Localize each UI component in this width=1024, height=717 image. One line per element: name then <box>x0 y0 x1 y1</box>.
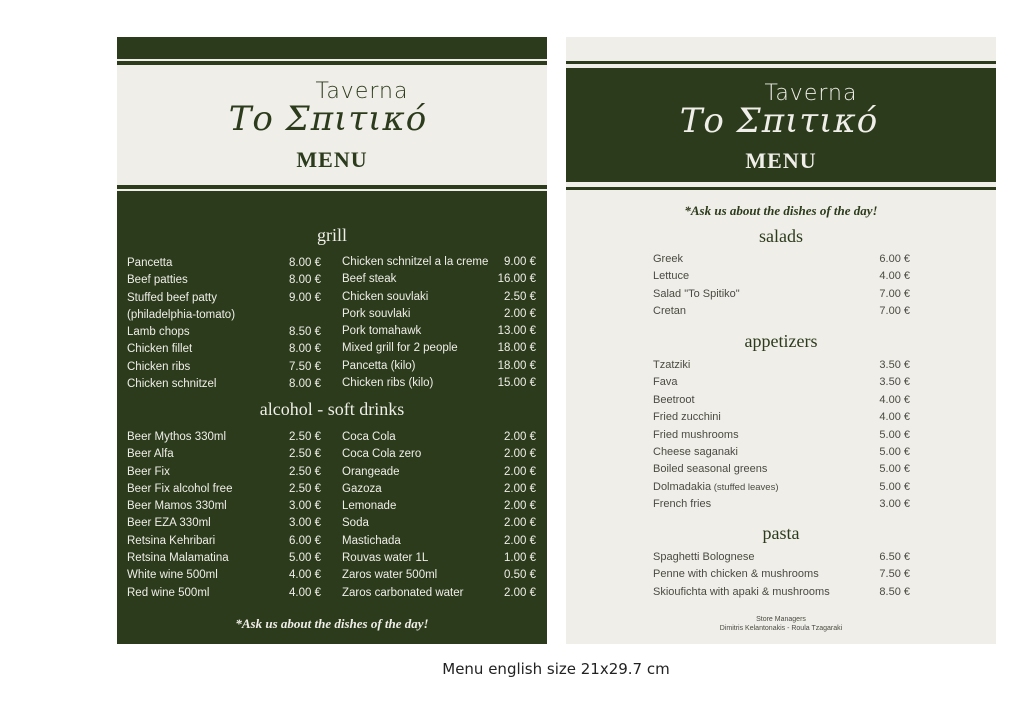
grill-column-2 <box>342 254 536 392</box>
menu-item-name: Retsina Malamatina <box>127 552 229 565</box>
menu-item-name: Fava <box>653 376 678 389</box>
menu-item-price: 2.00 € <box>504 534 536 547</box>
menu-item-name: Chicken ribs (kilo) <box>342 377 434 390</box>
menu-item-name: Cheese saganaki <box>653 445 739 458</box>
menu-item-price: 0.50 € <box>504 569 536 582</box>
menu-item <box>127 307 321 324</box>
dishes-of-day-note: *Ask us about the dishes of the day! <box>235 616 429 631</box>
restaurant-name: Το Σπιτικό <box>679 101 879 141</box>
menu-item <box>342 254 536 271</box>
menu-item-name: Coca Cola <box>342 431 396 443</box>
menu-item <box>127 272 321 289</box>
menu-item-price: 3.50 € <box>879 359 910 371</box>
menu-item-name: Beer Fix alcohol free <box>127 482 233 495</box>
section-title-drinks: alcohol - soft drinks <box>259 399 405 419</box>
menu-item <box>653 303 910 320</box>
menu-item <box>342 306 536 323</box>
menu-item-name: Coca Cola zero <box>342 448 422 461</box>
menu-item-price: 2.00 € <box>504 431 536 443</box>
section-title-grill: grill <box>317 225 347 245</box>
menu-item-price: 2.00 € <box>504 482 536 495</box>
store-managers-title: Store Managers <box>756 616 806 623</box>
appetizers-list <box>653 357 910 514</box>
section-title-salads: salads <box>759 226 803 246</box>
menu-item <box>653 584 910 601</box>
menu-item <box>342 375 536 392</box>
menu-item <box>342 464 536 481</box>
menu-item-price: 8.50 € <box>289 326 321 339</box>
menu-item <box>127 446 321 463</box>
menu-item-name: Fried mushrooms <box>653 428 739 441</box>
menu-item-price: 2.00 € <box>504 307 536 320</box>
menu-page-left <box>117 37 547 644</box>
menu-item-price: 6.00 € <box>289 534 321 547</box>
menu-item <box>342 498 536 515</box>
menu-item <box>342 271 536 288</box>
menu-item-price: 3.00 € <box>289 500 321 513</box>
menu-item-name: Beer Fix <box>127 465 170 478</box>
menu-item-name: Salad "To Spitiko" <box>653 287 740 300</box>
menu-item <box>342 323 536 340</box>
section-title-appetizers: appetizers <box>744 331 818 351</box>
menu-item <box>342 533 536 550</box>
menu-item-price: 5.00 € <box>879 445 910 458</box>
menu-item-price: 5.00 € <box>879 463 910 476</box>
menu-item <box>127 376 321 393</box>
pasta-list <box>653 549 910 601</box>
menu-item <box>127 567 321 584</box>
restaurant-name: Το Σπιτικό <box>228 99 428 139</box>
dishes-of-day-note: *Ask us about the dishes of the day! <box>684 203 878 218</box>
menu-item <box>342 515 536 532</box>
menu-item-price: 2.50 € <box>289 465 321 478</box>
menu-item-price: 2.50 € <box>289 431 321 443</box>
menu-item-name: Stuffed beef patty <box>127 291 217 304</box>
menu-item <box>342 567 536 584</box>
menu-item-name: Boiled seasonal greens <box>653 463 768 476</box>
menu-item-name: Gazoza <box>342 482 382 495</box>
menu-title: MENU <box>745 148 817 173</box>
menu-item <box>127 481 321 498</box>
menu-item-price: 9.00 € <box>289 291 321 304</box>
menu-item-price: 8.50 € <box>879 585 910 598</box>
menu-item-price: 7.50 € <box>879 568 910 581</box>
store-managers <box>566 615 996 633</box>
menu-item-price: 15.00 € <box>497 377 536 390</box>
menu-item-price: 9.00 € <box>504 256 536 268</box>
menu-item <box>342 289 536 306</box>
menu-item <box>653 566 910 583</box>
menu-item-price: 4.00 € <box>879 411 910 424</box>
menu-item-name: Dolmadakia (stuffed leaves) <box>653 480 779 493</box>
menu-item-price: 3.00 € <box>879 498 910 511</box>
menu-item-name: Mixed grill for 2 people <box>342 342 458 355</box>
menu-item-name: Greek <box>653 253 683 265</box>
menu-item-price: 1.00 € <box>504 552 536 565</box>
menu-item-price: 16.00 € <box>497 273 536 286</box>
menu-item-name: Orangeade <box>342 465 400 478</box>
menu-item-price: 2.00 € <box>504 465 536 478</box>
menu-item <box>127 255 321 272</box>
menu-item-name: Beer Mamos 330ml <box>127 500 227 513</box>
menu-item-name: Mastichada <box>342 534 401 547</box>
menu-item-name: Chicken schnitzel a la creme <box>342 256 489 268</box>
menu-item-name: Penne with chicken & mushrooms <box>653 568 819 581</box>
menu-item <box>127 498 321 515</box>
menu-item <box>127 341 321 358</box>
menu-item-name: Beef steak <box>342 273 397 286</box>
grill-column-1 <box>127 255 321 393</box>
taverna-label: Taverna <box>764 81 858 106</box>
menu-item <box>653 479 910 496</box>
menu-item <box>653 392 910 409</box>
menu-item-price: 2.00 € <box>504 448 536 461</box>
menu-item-price: 4.00 € <box>879 270 910 283</box>
menu-item <box>342 550 536 567</box>
menu-item <box>653 461 910 478</box>
menu-item-note: (stuffed leaves) <box>711 481 779 493</box>
menu-item <box>127 585 321 602</box>
menu-item <box>127 515 321 532</box>
menu-item-name: Zaros water 500ml <box>342 569 438 582</box>
menu-item-price: 3.00 € <box>289 517 321 530</box>
menu-item <box>342 358 536 375</box>
menu-item <box>127 324 321 341</box>
menu-item <box>342 585 536 602</box>
menu-item <box>127 429 321 446</box>
menu-item-name: Beer Mythos 330ml <box>127 431 227 443</box>
menu-item <box>653 549 910 566</box>
menu-item <box>342 446 536 463</box>
menu-item-price: 7.00 € <box>879 287 910 300</box>
menu-item-price: 8.00 € <box>289 257 321 269</box>
menu-item-name: (philadelphia-tomato) <box>127 308 236 321</box>
menu-item-price: 8.00 € <box>289 378 321 391</box>
menu-item-price: 13.00 € <box>497 325 536 338</box>
menu-item-name: Chicken fillet <box>127 343 193 356</box>
menu-item-name: Beef patties <box>127 274 188 287</box>
menu-item-name: French fries <box>653 498 712 511</box>
menu-item <box>653 374 910 391</box>
menu-item-price: 2.50 € <box>289 482 321 495</box>
caption: Menu english size 21x29.7 cm <box>442 660 670 678</box>
menu-item-price: 8.00 € <box>289 343 321 356</box>
menu-item-price: 2.50 € <box>504 290 536 303</box>
menu-item <box>342 429 536 446</box>
menu-item-name: Pork tomahawk <box>342 325 422 338</box>
menu-item-name: Chicken ribs <box>127 360 191 373</box>
menu-item <box>342 340 536 357</box>
menu-item <box>127 550 321 567</box>
menu-item <box>653 444 910 461</box>
menu-item-name: Beetroot <box>653 393 695 406</box>
menu-item-name: Spaghetti Bolognese <box>653 551 755 563</box>
menu-item <box>127 359 321 376</box>
menu-item <box>653 286 910 303</box>
menu-item-price: 6.50 € <box>879 551 910 563</box>
menu-item-name: Zaros carbonated water <box>342 586 464 599</box>
menu-item-name: Soda <box>342 517 369 530</box>
store-managers-names: Dimitris Kelantonakis - Roula Tzagaraki <box>719 625 843 632</box>
menu-item-price: 7.00 € <box>879 305 910 318</box>
menu-item <box>342 481 536 498</box>
menu-item <box>653 268 910 285</box>
menu-title: MENU <box>296 147 368 172</box>
menu-item-name: Beer Alfa <box>127 448 174 461</box>
menu-item-price: 5.00 € <box>879 428 910 441</box>
salads-list <box>653 251 910 321</box>
menu-page-right <box>566 37 996 644</box>
menu-item-price: 5.00 € <box>289 552 321 565</box>
menu-item-price: 6.00 € <box>879 253 910 265</box>
menu-item-price: 5.00 € <box>879 480 910 493</box>
menu-item-name: Pork souvlaki <box>342 307 411 320</box>
section-title-pasta: pasta <box>762 523 800 543</box>
menu-item-price: 2.00 € <box>504 586 536 599</box>
menu-item <box>653 409 910 426</box>
menu-item <box>653 357 910 374</box>
header-band <box>566 68 996 182</box>
menu-item-name: White wine 500ml <box>127 569 218 582</box>
menu-item-name: Lemonade <box>342 500 397 513</box>
menu-item-name: Cretan <box>653 305 687 318</box>
header-band <box>117 65 547 185</box>
menu-item-name: Chicken schnitzel <box>127 378 217 391</box>
menu-item-name: Pancetta <box>127 257 173 269</box>
menu-item-price: 4.00 € <box>289 569 321 582</box>
taverna-label: Taverna <box>315 79 409 104</box>
menu-item-name: Rouvas water 1L <box>342 552 429 565</box>
menu-item-price: 3.50 € <box>879 376 910 389</box>
menu-item-name: Lettuce <box>653 270 690 283</box>
menu-item-price: 2.50 € <box>289 448 321 461</box>
menu-item <box>127 290 321 307</box>
menu-item <box>653 251 910 268</box>
menu-item-name: Skioufichta with apaki & mushrooms <box>653 585 830 598</box>
menu-item <box>653 427 910 444</box>
menu-item-name: Beer EZA 330ml <box>127 517 211 530</box>
menu-item-price: 18.00 € <box>497 342 536 355</box>
menu-item-name: Fried zucchini <box>653 411 721 424</box>
menu-item-name: Tzatziki <box>653 359 691 371</box>
menu-item-name: Chicken souvlaki <box>342 290 429 303</box>
menu-item-price: 8.00 € <box>289 274 321 287</box>
menu-item-name: Lamb chops <box>127 326 190 339</box>
menu-item-name: Retsina Kehribari <box>127 534 216 547</box>
drinks-column-1 <box>127 429 321 602</box>
menu-item <box>127 533 321 550</box>
menu-item-price: 2.00 € <box>504 517 536 530</box>
menu-item-price: 2.00 € <box>504 500 536 513</box>
menu-item-price: 4.00 € <box>879 393 910 406</box>
menu-item-price: 7.50 € <box>289 360 321 373</box>
menu-item-price: 4.00 € <box>289 586 321 599</box>
menu-item <box>653 496 910 513</box>
menu-item-name: Pancetta (kilo) <box>342 359 416 372</box>
drinks-column-2 <box>342 429 536 602</box>
menu-item <box>127 464 321 481</box>
menu-item-price: 18.00 € <box>497 359 536 372</box>
menu-item-name: Red wine 500ml <box>127 586 210 599</box>
